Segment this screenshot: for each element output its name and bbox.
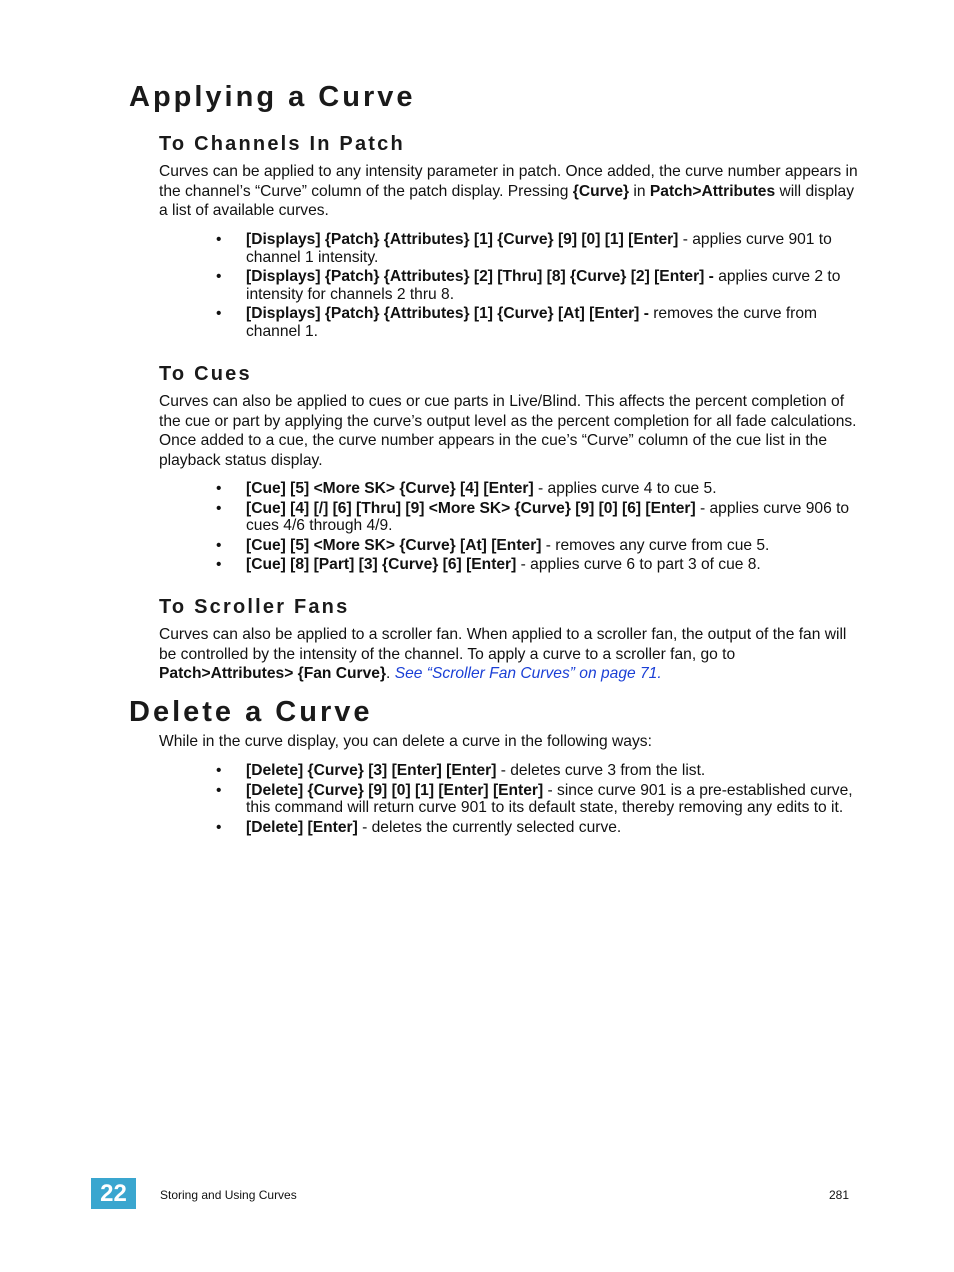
- bullet-list-to-cues: [0, 480, 954, 576]
- text-run: in: [629, 182, 650, 200]
- bullet-glyph: •: [216, 480, 222, 497]
- command-text: [Cue] [5] <More SK> {Curve} [At] [Enter]: [246, 536, 542, 554]
- command-text: [Delete] [Enter]: [246, 818, 358, 836]
- text-run: Curves can be applied to any intensity parameter in patch. Once added, the curve number appears in the channel’s “Curve” column of the patch display. Pressing: [159, 163, 858, 200]
- list-item: [0, 819, 856, 837]
- list-item: [0, 762, 856, 780]
- paragraph-channels-in-patch: [159, 162, 859, 221]
- list-item: [0, 231, 856, 266]
- description-text: - deletes the currently selected curve.: [357, 818, 622, 836]
- bold-run: Patch>Attributes: [649, 182, 776, 200]
- footer-chapter-title: Storing and Using Curves: [160, 1188, 297, 1202]
- bullet-list-channels-in-patch: [0, 231, 954, 342]
- command-text: [Delete] {Curve} [3] [Enter] [Enter]: [246, 762, 497, 779]
- section-title-applying-curve: Applying a Curve: [129, 81, 416, 113]
- bullet-glyph: •: [216, 781, 222, 799]
- paragraph-delete-curve: While in the curve display, you can delete a curve in the following ways:: [159, 733, 652, 750]
- description-text: removes the curve from channel 1.: [246, 305, 818, 340]
- description-text: - applies curve 901 to channel 1 intensity.: [246, 231, 832, 266]
- bullet-glyph: •: [216, 268, 222, 285]
- bold-run: Patch>Attributes> {Fan Curve}: [159, 665, 387, 682]
- subsection-title-channels-in-patch: To Channels In Patch: [159, 133, 405, 155]
- bullet-glyph: •: [216, 231, 222, 248]
- description-text: - removes any curve from cue 5.: [541, 536, 770, 554]
- list-item: [0, 268, 856, 303]
- bullet-glyph: •: [216, 536, 222, 554]
- paragraph-scroller-fans: [159, 625, 859, 684]
- subsection-title-scroller-fans: To Scroller Fans: [159, 596, 350, 618]
- command-text: [Displays] {Patch} {Attributes} [1] {Curve} [At] [Enter] -: [246, 305, 649, 322]
- description-text: - applies curve 4 to cue 5.: [533, 480, 717, 497]
- footer-page-number: 281: [829, 1188, 850, 1202]
- list-item: [0, 305, 856, 340]
- text-run: will display a list of available curves.: [159, 182, 854, 219]
- chapter-number-badge: 22: [91, 1178, 136, 1209]
- bullet-list-delete-curve: [0, 762, 954, 838]
- subsection-title-to-cues: To Cues: [159, 363, 252, 385]
- section-title-delete-curve: Delete a Curve: [129, 696, 373, 728]
- command-text: [Delete] {Curve} [9] [0] [1] [Enter] [Enter]: [246, 781, 544, 799]
- list-item: [0, 556, 856, 574]
- list-item: [0, 782, 856, 817]
- text-run: Curves can also be applied to a scroller fan. When applied to a scroller fan, the output of the fan will be controlled by the intensity of the channel. To apply a curve to a scroller fan, go to: [159, 626, 847, 663]
- command-text: [Displays] {Patch} {Attributes} [2] [Thru] [8] {Curve} [2] [Enter] -: [246, 268, 714, 285]
- text-run: .: [386, 665, 395, 682]
- command-text: [Cue] [4] [/] [6] [Thru] [9] <More SK> {Curve} [9] [0] [6] [Enter]: [246, 499, 696, 517]
- bullet-glyph: •: [216, 305, 222, 322]
- description-text: applies curve 2 to intensity for channels 2 thru 8.: [246, 268, 841, 303]
- cross-reference-link[interactable]: See “Scroller Fan Curves” on page 71.: [394, 665, 662, 682]
- description-text: - deletes curve 3 from the list.: [496, 762, 706, 779]
- command-text: [Cue] [5] <More SK> {Curve} [4] [Enter]: [246, 480, 534, 497]
- bold-run: {Curve}: [572, 182, 630, 200]
- command-text: [Displays] {Patch} {Attributes} [1] {Curve} [9] [0] [1] [Enter]: [246, 231, 679, 248]
- bullet-glyph: •: [216, 818, 222, 836]
- description-text: - applies curve 906 to cues 4/6 through 4/9.: [246, 499, 850, 534]
- list-item: [0, 500, 856, 535]
- description-text: - since curve 901 is a pre-established curve, this command will return curve 901 to its default state, thereby removing any edits to it.: [246, 781, 853, 816]
- description-text: - applies curve 6 to part 3 of cue 8.: [516, 556, 761, 573]
- command-text: [Cue] [8] [Part] [3] {Curve} [6] [Enter]: [246, 556, 517, 573]
- bullet-glyph: •: [216, 556, 222, 573]
- list-item: [0, 537, 856, 555]
- bullet-glyph: •: [216, 499, 222, 517]
- paragraph-to-cues: Curves can also be applied to cues or cue parts in Live/Blind. This affects the percent completion of the cue or part by applying the curve’s output level as the percent completion for all fade calculations. Once added to a cue, the curve number appears in the cue’s “Curve” column of the cue list in the playback status display.: [159, 393, 857, 469]
- bullet-glyph: •: [216, 762, 222, 779]
- list-item: [0, 480, 856, 498]
